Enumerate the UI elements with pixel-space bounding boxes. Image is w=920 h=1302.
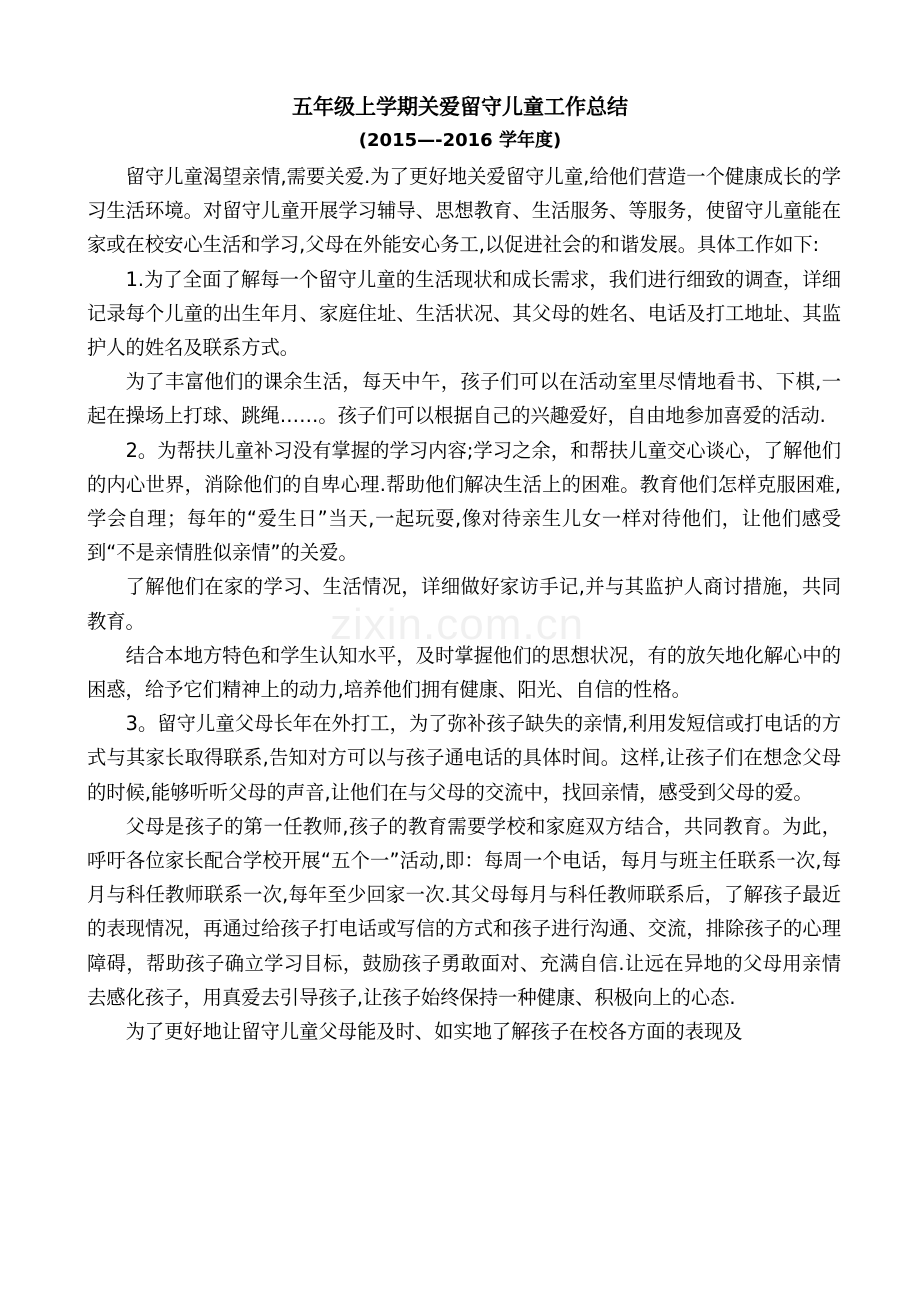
paragraph-continued: 为了更好地让留守儿童父母能及时、如实地了解孩子在校各方面的表现及 bbox=[125, 1020, 743, 1044]
document-body bbox=[87, 160, 841, 1049]
document-title: 五年级上学期关爱留守儿童工作总结 bbox=[292, 95, 628, 119]
watermark: zixin.com.cn bbox=[330, 600, 585, 649]
paragraph-activities: 为了丰富他们的课余生活，每天中午，孩子们可以在活动室里尽情地看书、下棋,一起在操场上打球、跳绳……。孩子们可以根据自己的兴趣爱好，自由地参加喜爱的活动. bbox=[87, 370, 841, 428]
paragraph-parent-contact: 3。留守儿童父母长年在外打工，为了弥补孩子缺失的亲情,利用发短信或打电话的方式与其家长取得联系,告知对方可以与孩子通电话的具体时间。这样,让孩子们在想念父母的时候,能够听听父母的声音,让他们在与父母的交流中，找回亲情，感受到父母的爱。 bbox=[87, 712, 841, 804]
document-subtitle: (2015—-2016 学年度) bbox=[358, 130, 562, 151]
paragraph-survey: 1.为了全面了解每一个留守儿童的生活现状和成长需求，我们进行细致的调查，详细记录每个儿童的出生年月、家庭住址、生活状况、其父母的姓名、电话及打工地址、其监护人的姓名及联系方式。 bbox=[87, 267, 841, 360]
paragraph-five-ones: 父母是孩子的第一任教师,孩子的教育需要学校和家庭双方结合，共同教育。为此，呼吁各位家长配合学校开展“五个一”活动,即：每周一个电话，每月与班主任联系一次,每月与科任教师联系一次,每年至少回家一次.其父母每月与科任教师联系后，了解孩子最近的表现情况，再通过给孩子打电话或写信的方式和孩子进行沟通、交流，排除孩子的心理障碍，帮助孩子确立学习目标，鼓励孩子勇敢面对、充满自信.让远在异地的父母用亲情去感化孩子，用真爱去引导孩子,让孩子始终保持一种健康、积极向上的心态. bbox=[87, 814, 841, 1009]
paragraph-tutoring: 2。为帮扶儿童补习没有掌握的学习内容;学习之余，和帮扶儿童交心谈心，了解他们的内心世界，消除他们的自卑心理.帮助他们解决生活上的困难。教育他们怎样克服困难,学会自理；每年的“爱生日”当天,一起玩耍,像对待亲生儿女一样对待他们，让他们感受到“不是亲情胜似亲情”的关爱。 bbox=[87, 438, 841, 565]
paragraph-home-visits: 了解他们在家的学习、生活情况，详细做好家访手记,并与其监护人商讨措施，共同教育。 bbox=[87, 575, 841, 633]
paragraph-guidance: 结合本地方特色和学生认知水平，及时掌握他们的思想状况，有的放矢地化解心中的困惑，给予它们精神上的动力,培养他们拥有健康、阳光、自信的性格。 bbox=[87, 643, 841, 702]
paragraph-intro: 留守儿童渴望亲情,需要关爱.为了更好地关爱留守儿童,给他们营造一个健康成长的学习生活环境。对留守儿童开展学习辅导、思想教育、生活服务、等服务，使留守儿童能在家或在校安心生活和学习,父母在外能安心务工,以促进社会的和谐发展。具体工作如下: bbox=[87, 165, 841, 257]
